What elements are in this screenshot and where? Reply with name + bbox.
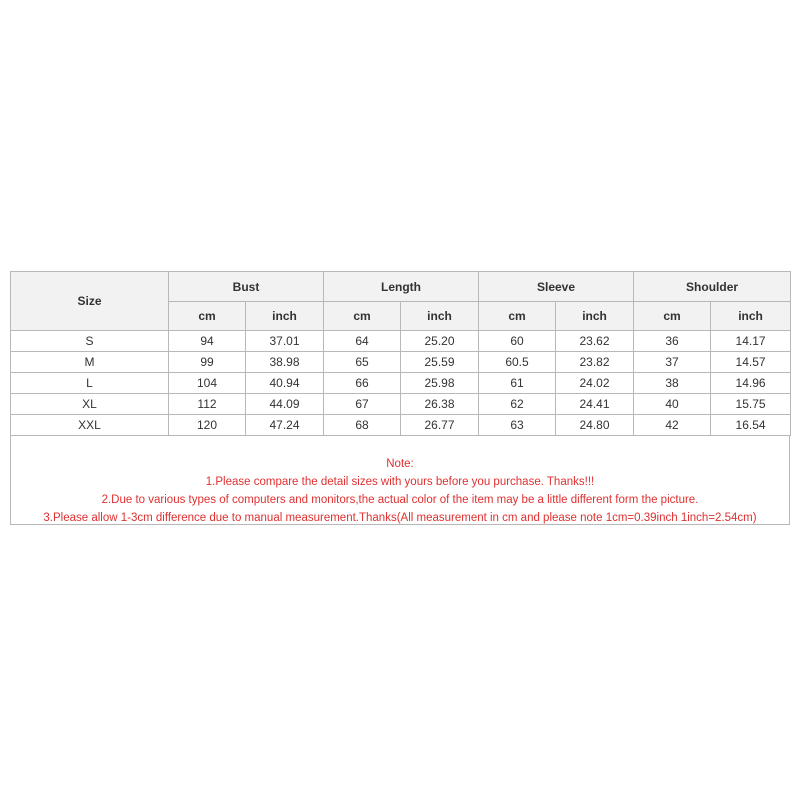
value-cell: 14.17 xyxy=(711,331,791,352)
unit-header-inch: inch xyxy=(246,302,324,331)
value-cell: 63 xyxy=(479,415,556,436)
value-cell: 24.02 xyxy=(556,373,634,394)
table-header xyxy=(11,272,791,331)
unit-header-cm: cm xyxy=(479,302,556,331)
value-cell: 24.41 xyxy=(556,394,634,415)
group-header-shoulder: Shoulder xyxy=(634,272,791,302)
note-line-1: 1.Please compare the detail sizes with yours before you purchase. Thanks!!! xyxy=(205,476,595,488)
value-cell: 25.59 xyxy=(401,352,479,373)
table-row xyxy=(11,331,791,352)
value-cell: 62 xyxy=(479,394,556,415)
value-cell: 14.57 xyxy=(711,352,791,373)
group-header-bust: Bust xyxy=(169,272,324,302)
value-cell: 40 xyxy=(634,394,711,415)
value-cell: 68 xyxy=(324,415,401,436)
size-cell: L xyxy=(11,373,169,394)
value-cell: 36 xyxy=(634,331,711,352)
value-cell: 24.80 xyxy=(556,415,634,436)
value-cell: 64 xyxy=(324,331,401,352)
value-cell: 40.94 xyxy=(246,373,324,394)
unit-header-cm: cm xyxy=(169,302,246,331)
group-header-sleeve: Sleeve xyxy=(479,272,634,302)
table-body xyxy=(11,331,791,436)
value-cell: 26.77 xyxy=(401,415,479,436)
value-cell: 16.54 xyxy=(711,415,791,436)
value-cell: 94 xyxy=(169,331,246,352)
value-cell: 38.98 xyxy=(246,352,324,373)
unit-header-cm: cm xyxy=(324,302,401,331)
value-cell: 60 xyxy=(479,331,556,352)
note-line-2: 2.Due to various types of computers and monitors,the actual color of the item may be a little different form the picture. xyxy=(101,494,699,506)
value-cell: 23.82 xyxy=(556,352,634,373)
value-cell: 38 xyxy=(634,373,711,394)
value-cell: 23.62 xyxy=(556,331,634,352)
value-cell: 120 xyxy=(169,415,246,436)
unit-header-inch: inch xyxy=(401,302,479,331)
value-cell: 61 xyxy=(479,373,556,394)
value-cell: 25.20 xyxy=(401,331,479,352)
size-cell: XXL xyxy=(11,415,169,436)
size-chart xyxy=(10,271,790,525)
size-table xyxy=(10,271,791,436)
value-cell: 37.01 xyxy=(246,331,324,352)
unit-header-inch: inch xyxy=(711,302,791,331)
value-cell: 44.09 xyxy=(246,394,324,415)
value-cell: 104 xyxy=(169,373,246,394)
size-cell: S xyxy=(11,331,169,352)
size-cell: M xyxy=(11,352,169,373)
unit-header-cm: cm xyxy=(634,302,711,331)
table-row xyxy=(11,352,791,373)
value-cell: 15.75 xyxy=(711,394,791,415)
table-row xyxy=(11,415,791,436)
table-row xyxy=(11,394,791,415)
note-line-3: 3.Please allow 1-3cm difference due to manual measurement.Thanks(All measurement in cm and please note 1cm=0.39inch 1inch=2.54cm) xyxy=(43,512,757,524)
value-cell: 112 xyxy=(169,394,246,415)
size-column-header: Size xyxy=(11,272,169,331)
value-cell: 42 xyxy=(634,415,711,436)
value-cell: 47.24 xyxy=(246,415,324,436)
value-cell: 37 xyxy=(634,352,711,373)
value-cell: 99 xyxy=(169,352,246,373)
unit-header-inch: inch xyxy=(556,302,634,331)
value-cell: 67 xyxy=(324,394,401,415)
value-cell: 26.38 xyxy=(401,394,479,415)
group-header-length: Length xyxy=(324,272,479,302)
size-cell: XL xyxy=(11,394,169,415)
header-row-groups xyxy=(11,272,791,302)
value-cell: 65 xyxy=(324,352,401,373)
value-cell: 14.96 xyxy=(711,373,791,394)
notes-section xyxy=(10,436,790,525)
table-row xyxy=(11,373,791,394)
note-title: Note: xyxy=(386,458,414,470)
value-cell: 66 xyxy=(324,373,401,394)
value-cell: 60.5 xyxy=(479,352,556,373)
value-cell: 25.98 xyxy=(401,373,479,394)
